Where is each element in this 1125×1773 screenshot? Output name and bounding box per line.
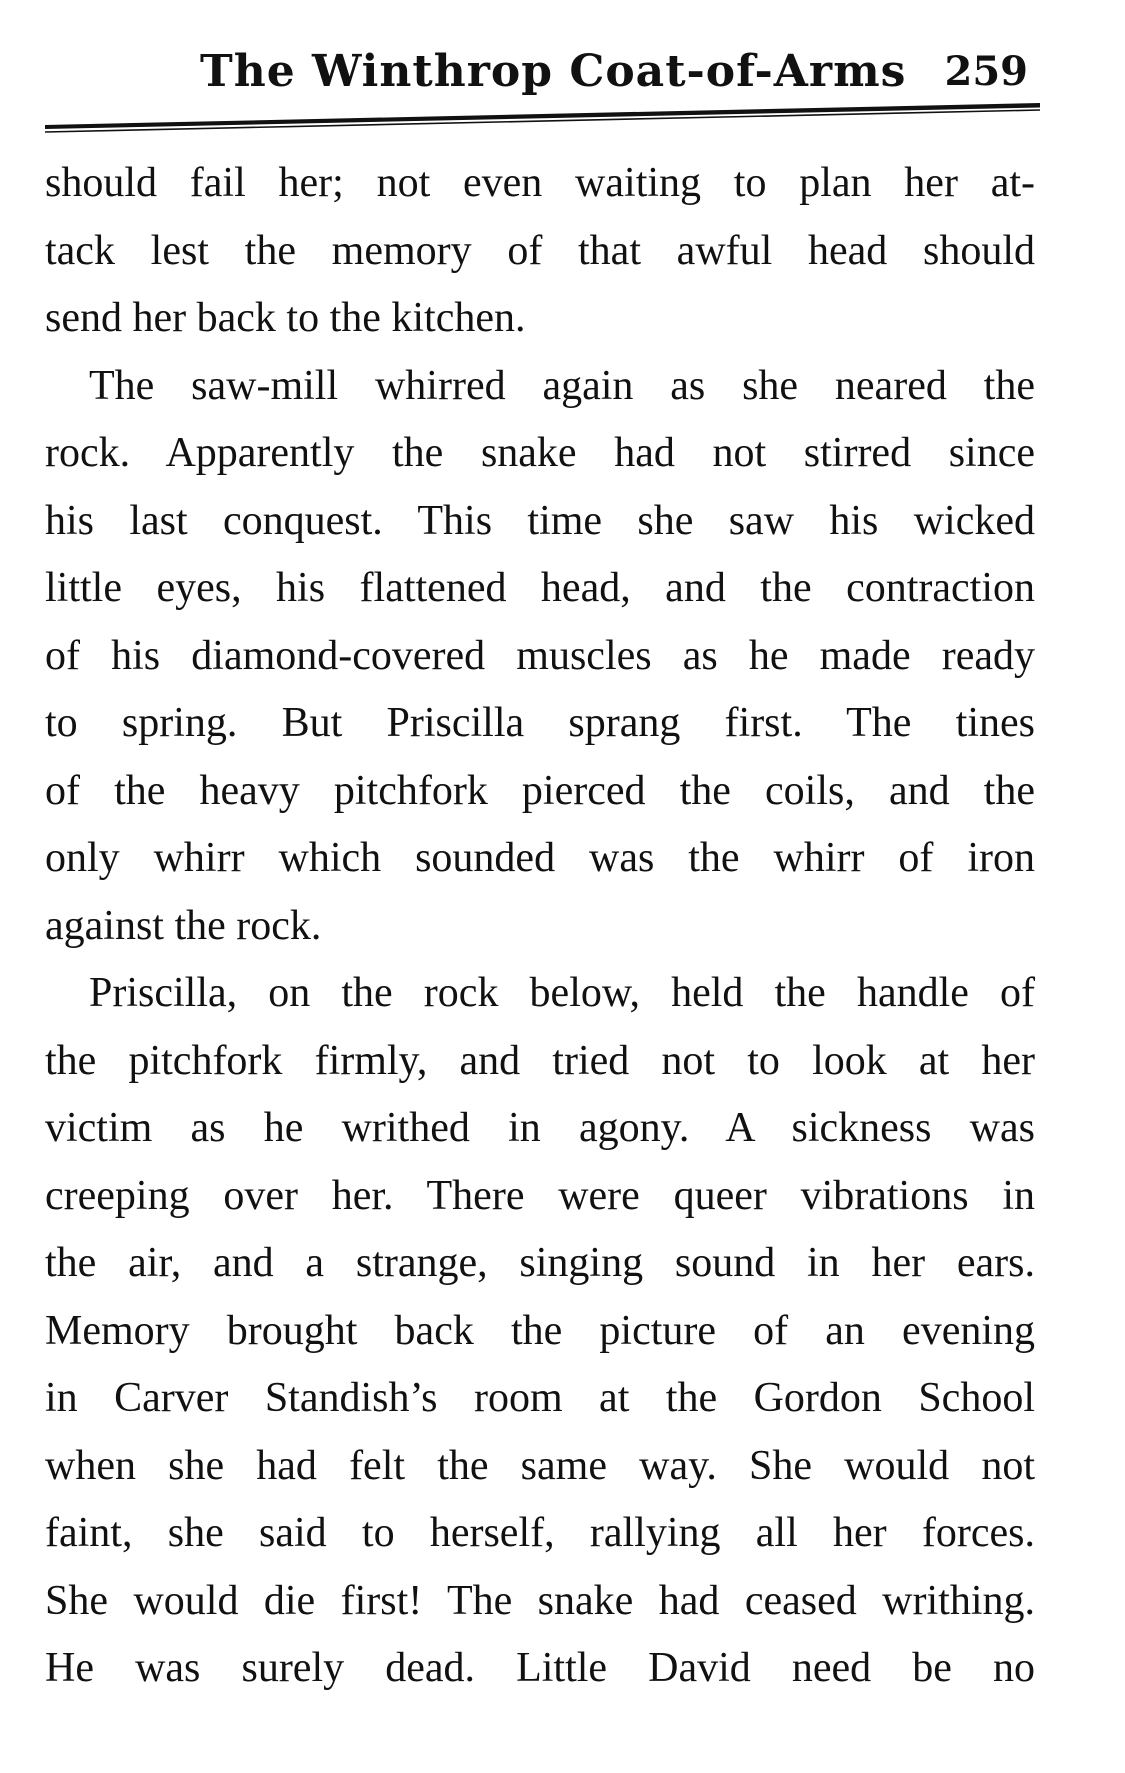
- text-line: little eyes, his flattened head, and the contraction: [45, 565, 1035, 611]
- page-number: 259: [944, 48, 1028, 95]
- text-line: Memory brought back the picture of an evening: [45, 1307, 1035, 1354]
- text-line: in Carver Standish’s room at the Gordon School: [45, 1375, 1035, 1421]
- text-line: of the heavy pitchfork pierced the coils, and the: [45, 767, 1035, 814]
- text-line: of his diamond-covered muscles as he made ready: [45, 632, 1035, 679]
- text-line: the air, and a strange, singing sound in her ears.: [45, 1240, 1035, 1286]
- text-line: only whirr which sounded was the whirr of iron: [45, 835, 1035, 881]
- running-head: [200, 42, 1040, 102]
- text-line: against the rock.: [45, 902, 322, 949]
- text-line: rock. Apparently the snake had not stirred since: [45, 430, 1035, 476]
- text-line: send her back to the kitchen.: [45, 295, 526, 341]
- text-line: when she had felt the same way. She would not: [45, 1442, 1035, 1489]
- text-line: He was surely dead. Little David need be no: [45, 1645, 1035, 1691]
- text-line: the pitchfork firmly, and tried not to look at her: [45, 1037, 1035, 1084]
- paragraph-first-line: Priscilla, on the rock below, held the handle of: [89, 970, 1035, 1016]
- text-line: creeping over her. There were queer vibrations in: [45, 1172, 1035, 1219]
- text-line: to spring. But Priscilla sprang first. The tines: [45, 700, 1035, 746]
- header-rule-thick-line: [45, 103, 1040, 129]
- text-line: tack lest the memory of that awful head should: [45, 227, 1035, 274]
- paragraph-first-line: The saw-mill whirred again as she neared the: [89, 362, 1035, 409]
- body-text: [45, 150, 1035, 1703]
- text-line: his last conquest. This time she saw his wicked: [45, 497, 1035, 544]
- header-rule-graphic: [45, 103, 1040, 133]
- text-line: should fail her; not even waiting to plan her at-: [45, 160, 1035, 206]
- running-title: The Winthrop Coat-of-Arms: [200, 46, 907, 97]
- text-line: She would die first! The snake had ceased writhing.: [45, 1577, 1035, 1624]
- header-rule-thin-line: [45, 110, 1040, 132]
- text-line: faint, she said to herself, rallying all her forces.: [45, 1510, 1035, 1556]
- text-line: victim as he writhed in agony. A sickness was: [45, 1105, 1035, 1151]
